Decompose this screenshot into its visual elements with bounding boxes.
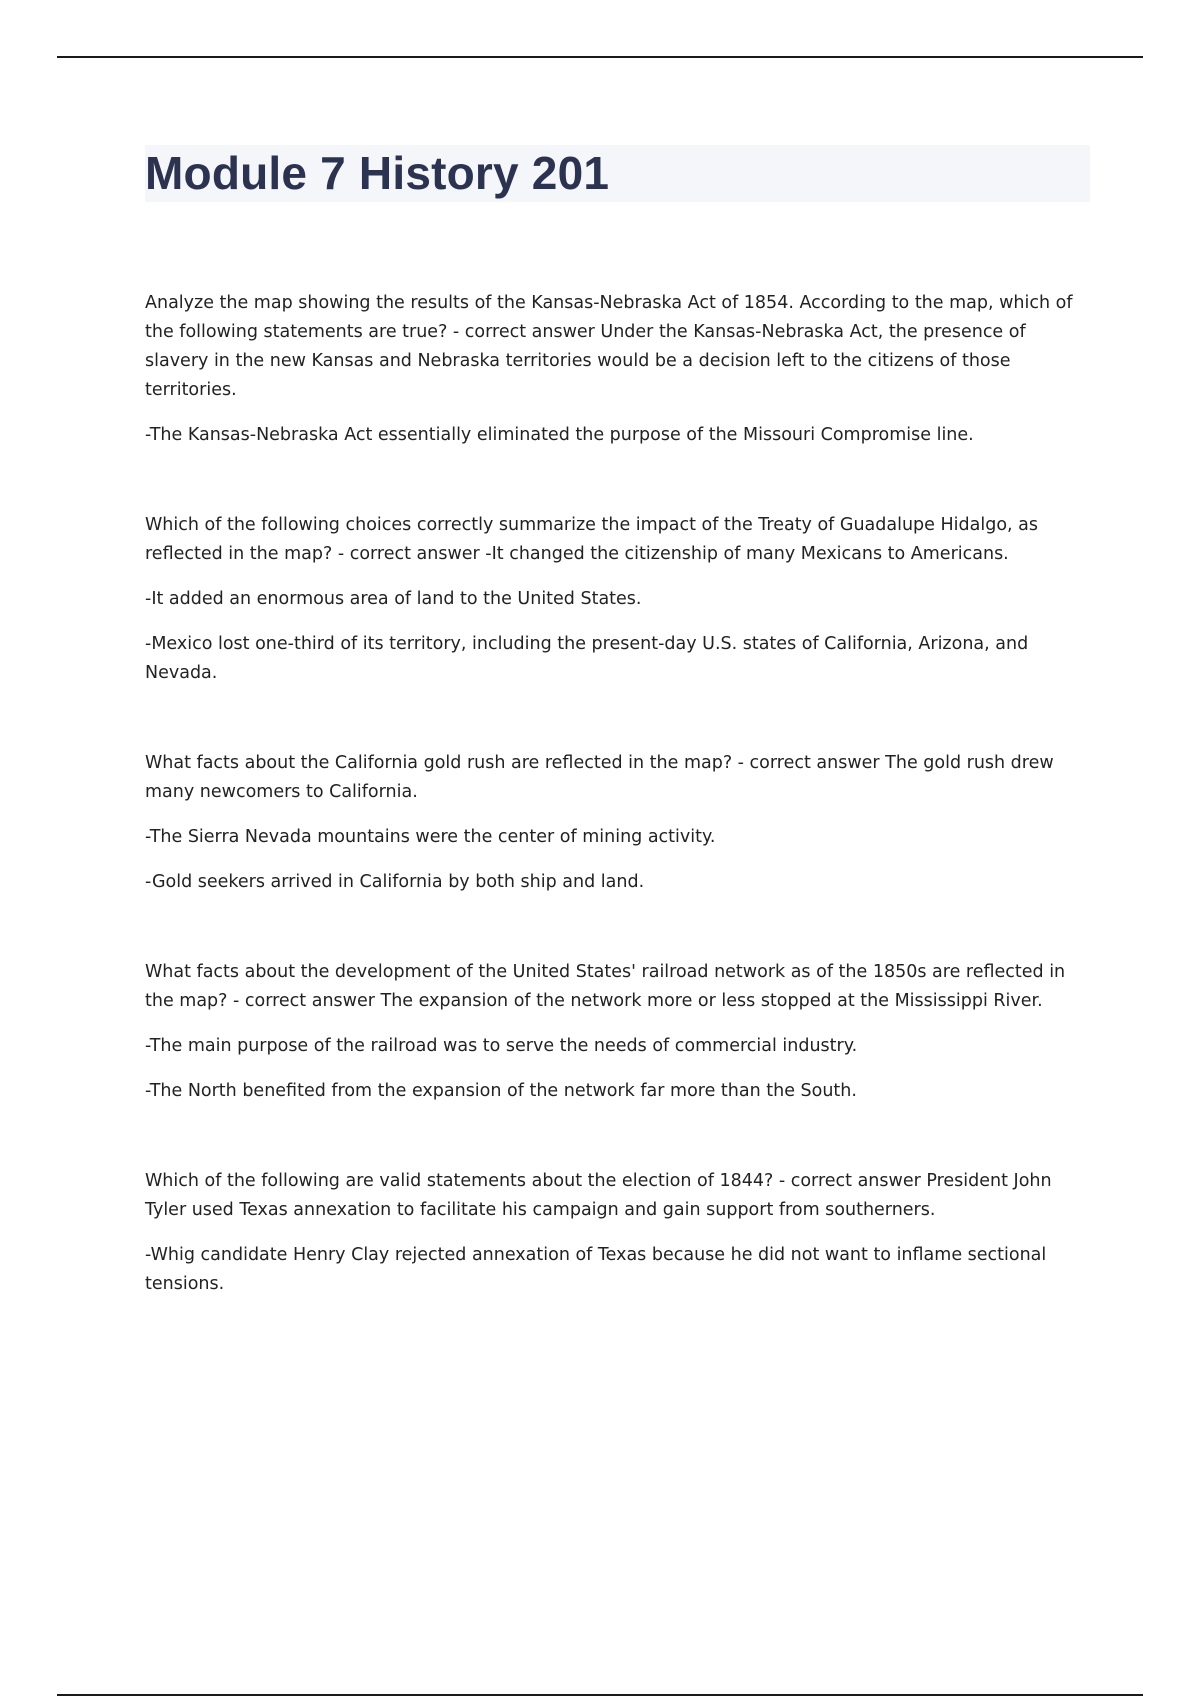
qa-block-kansas-nebraska <box>145 289 1090 450</box>
qa-block-election-1844 <box>145 1167 1090 1299</box>
qa-block-guadalupe-hidalgo <box>145 511 1090 688</box>
question-text: What facts about the development of the United States' railroad network as of the 1850s are reflected in the map? - correct answer The expansion of the network more or less stopped at the Mississippi River. <box>145 962 1066 1011</box>
answer-item: -Whig candidate Henry Clay rejected annexation of Texas because he did not want to inflame sectional tensions. <box>145 1245 1047 1294</box>
qa-block-railroad <box>145 958 1090 1106</box>
question-text: Which of the following are valid statements about the election of 1844? - correct answer President John Tyler used Texas annexation to facilitate his campaign and gain support from southerners. <box>145 1171 1052 1220</box>
header-rule <box>57 56 1143 58</box>
question-text: Analyze the map showing the results of the Kansas-Nebraska Act of 1854. According to the map, which of the following statements are true? - correct answer Under the Kansas-Nebraska Act, the presence of slavery in the new Kansas and Nebraska territories would be a decision left to the citizens of those territories. <box>145 293 1073 400</box>
answer-item: -Mexico lost one-third of its territory, including the present-day U.S. states of California, Arizona, and Nevada. <box>145 634 1029 683</box>
document-body <box>145 289 1090 1360</box>
question-text: What facts about the California gold rush are reflected in the map? - correct answer The gold rush drew many newcomers to California. <box>145 753 1054 802</box>
footer-rule <box>57 1694 1143 1696</box>
answer-item: -The main purpose of the railroad was to serve the needs of commercial industry. <box>145 1036 858 1056</box>
answer-item: -The North benefited from the expansion of the network far more than the South. <box>145 1081 857 1101</box>
answer-item: -The Sierra Nevada mountains were the center of mining activity. <box>145 827 716 847</box>
answer-item: -It added an enormous area of land to the United States. <box>145 589 642 609</box>
qa-block-gold-rush <box>145 749 1090 897</box>
answer-item: -Gold seekers arrived in California by both ship and land. <box>145 872 645 892</box>
page-title: Module 7 History 201 <box>145 147 610 199</box>
question-text: Which of the following choices correctly summarize the impact of the Treaty of Guadalupe Hidalgo, as reflected in the map? - correct answer -It changed the citizenship of many Mexicans to Americans. <box>145 515 1038 564</box>
answer-item: -The Kansas-Nebraska Act essentially eliminated the purpose of the Missouri Compromise line. <box>145 425 974 445</box>
